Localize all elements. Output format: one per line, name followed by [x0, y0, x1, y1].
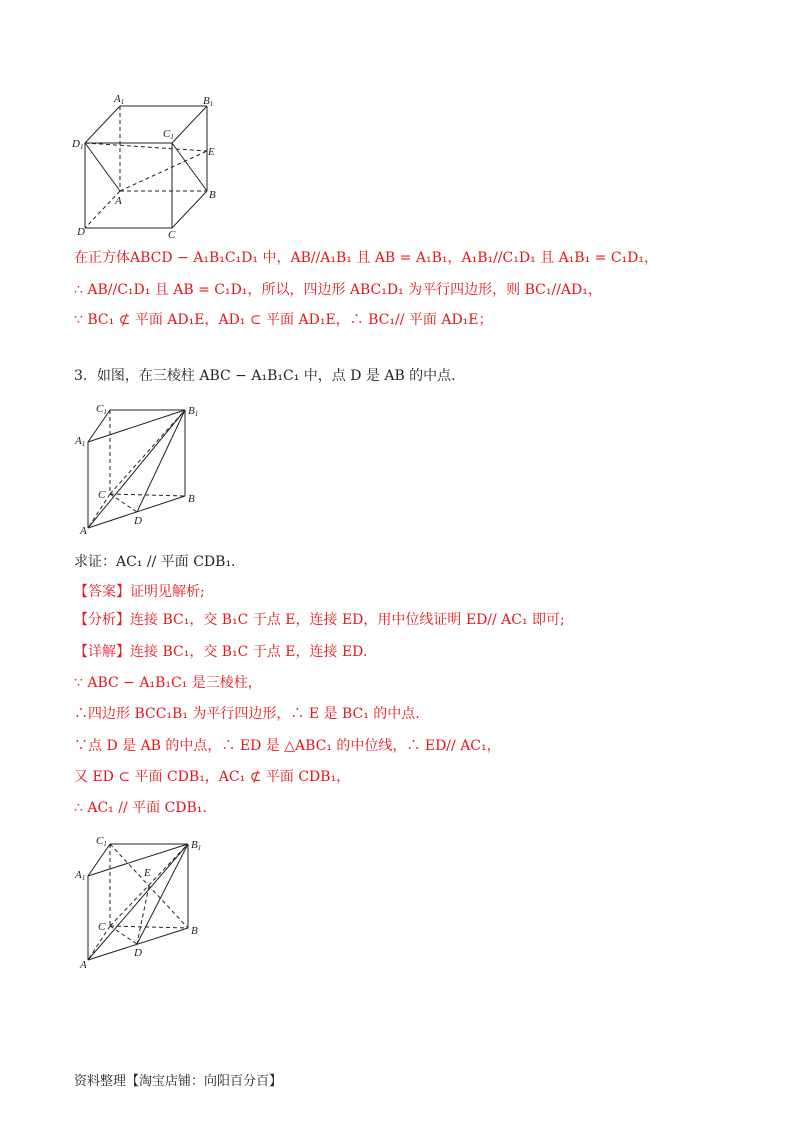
svg-text:D: D [134, 515, 142, 527]
prism-figure-with-e [70, 832, 210, 972]
answer-line [74, 582, 205, 602]
svg-text:C1: C1 [163, 128, 174, 141]
svg-text:C: C [168, 229, 176, 240]
svg-text:C1: C1 [96, 403, 107, 416]
answer-text: 证明见解析; [130, 584, 205, 600]
svg-text:B1: B1 [188, 405, 199, 418]
analysis-tag: 【分析】 [74, 612, 130, 628]
proof-step-5: ∴ AC₁ // 平面 CDB₁. [74, 800, 207, 816]
svg-text:A: A [115, 195, 122, 207]
analysis-text: 连接 BC₁，交 B₁C 于点 E，连接 ED，用中位线证明 ED// AC₁ 即可; [130, 612, 565, 628]
svg-text:E: E [144, 867, 151, 879]
proof-step-2: ∴四边形 BCC₁B₁ 为平行四边形，∴ E 是 BC₁ 的中点. [74, 706, 420, 722]
svg-text:B: B [188, 493, 195, 505]
cube-text-line3: ∵ BC₁ ⊄ 平面 AD₁E，AD₁ ⊂ 平面 AD₁E，∴ BC₁// 平面 AD₁E； [74, 312, 493, 328]
svg-text:C: C [98, 489, 106, 501]
footer-source: 资料整理【淘宝店铺：向阳百分百】 [74, 1074, 283, 1089]
svg-text:B: B [209, 189, 216, 201]
problem3-stem: 3．如图，在三棱柱 ABC − A₁B₁C₁ 中，点 D 是 AB 的中点. [74, 368, 456, 384]
svg-text:A: A [80, 959, 87, 971]
cube-text-line2: ∴ AB//C₁D₁ 且 AB = C₁D₁，所以，四边形 ABC₁D₁ 为平行四边形，则 BC₁//AD₁， [74, 282, 602, 298]
svg-text:A1: A1 [75, 435, 86, 448]
proof-step-1: ∵ ABC − A₁B₁C₁ 是三棱柱， [74, 675, 262, 691]
svg-text:E: E [208, 146, 215, 158]
proof-step-4: 又 ED ⊂ 平面 CDB₁，AC₁ ⊄ 平面 CDB₁， [74, 769, 351, 785]
svg-text:D: D [77, 226, 85, 238]
svg-text:D: D [134, 947, 142, 959]
svg-text:B1: B1 [191, 839, 202, 852]
answer-tag: 【答案】 [74, 584, 130, 600]
svg-text:A1: A1 [75, 869, 86, 882]
svg-text:C: C [98, 921, 106, 933]
svg-text:A1: A1 [114, 93, 125, 106]
svg-text:B1: B1 [203, 95, 214, 108]
cube-text-line1: 在正方体ABCD − A₁B₁C₁D₁ 中，AB//A₁B₁ 且 AB = A₁B₁，A₁B₁//C₁D₁ 且 A₁B₁ = C₁D₁， [74, 250, 659, 266]
svg-text:C1: C1 [96, 835, 107, 848]
svg-text:A: A [80, 525, 87, 534]
svg-text:D1: D1 [72, 138, 84, 151]
prism-figure [70, 398, 210, 534]
analysis-line [74, 610, 565, 630]
detail-text: 连接 BC₁，交 B₁C 于点 E，连接 ED. [130, 644, 368, 660]
problem3-prove: 求证：AC₁ // 平面 CDB₁. [74, 554, 236, 570]
detail-tag: 【详解】 [74, 644, 130, 660]
svg-text:B: B [191, 925, 198, 937]
proof-step-3: ∵点 D 是 AB 的中点，∴ ED 是 △ABC₁ 的中位线，∴ ED// AC₁， [74, 738, 501, 754]
cube-figure [70, 88, 230, 240]
detail-line [74, 642, 367, 662]
